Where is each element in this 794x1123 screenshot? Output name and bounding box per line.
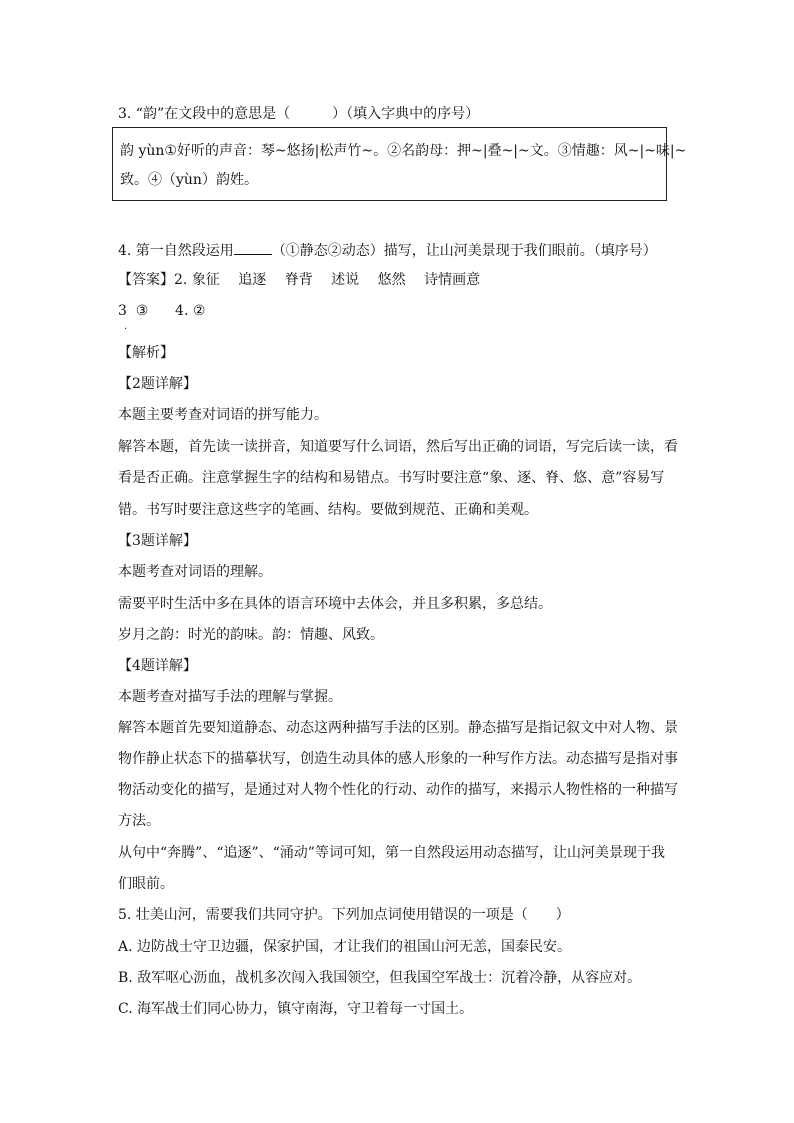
section-heading-4: 【4题详解】	[118, 658, 197, 674]
answer-dot: .	[124, 321, 128, 332]
answer-label: 【答案】2.	[118, 272, 192, 288]
question-3: 3. “韵”在文段中的意思是（ ）（填入字典中的序号）	[118, 106, 480, 122]
answer-word: 脊背	[284, 272, 313, 288]
analysis-text: 岁月之韵：时光的韵味。韵：情趣、风致。	[118, 627, 384, 643]
analysis-text: 方法。	[118, 813, 160, 829]
analysis-text: 本题主要考查对词语的拼写能力。	[118, 407, 328, 423]
answer-word: 诗情画意	[424, 272, 481, 288]
answer-word: 象征	[191, 272, 220, 288]
answer-blank	[234, 240, 272, 255]
analysis-text: 需要平时生活中多在具体的语言环境中去体会，并且多积累，多总结。	[118, 596, 552, 612]
question-4-prefix: 4. 第一自然段运用	[118, 243, 234, 259]
question-4-suffix: （①静态②动态）描写，让山河美景现于我们眼前。（填序号）	[271, 243, 657, 259]
analysis-text: 物活动变化的描写，是通过对人物个性化的行动、动作的描写，来揭示人物性格的一种描写	[118, 782, 678, 798]
analysis-text: 物作静止状态下的描摹状写，创造生动具体的感人形象的一种写作方法。动态描写是指对事	[118, 751, 678, 767]
question-4	[118, 240, 657, 261]
section-heading-2: 【2题详解】	[118, 376, 197, 392]
answer-line-2: 3 ③ 4. ②	[118, 303, 206, 319]
analysis-text: 看是否正确。注意掌握生字的结构和易错点。书写时要注意“象、逐、脊、悠、意”容易写	[118, 470, 665, 486]
analysis-text: 本题考查对词语的理解。	[118, 564, 272, 580]
answer-word: 追逐	[238, 272, 267, 288]
question-5-stem: 5. 壮美山河，需要我们共同守护。下列加点词使用错误的一项是（ ）	[118, 907, 570, 923]
analysis-label: 【解析】	[118, 345, 174, 361]
answer-word: 悠然	[377, 272, 406, 288]
analysis-text: 解答本题，首先读一读拼音，知道要写什么词语，然后写出正确的词语，写完后读一读，看	[118, 439, 678, 455]
dictionary-line-1: 韵 yùn①好听的声音：琴~悠扬|松声竹~。②名韵母：押~|叠~|~文。③情趣：风~|~味|~	[120, 143, 687, 159]
dictionary-line-2: 致。④（yùn）韵姓。	[120, 172, 258, 188]
section-heading-3: 【3题详解】	[118, 533, 197, 549]
analysis-text: 错。书写时要注意这些字的笔画、结构。要做到规范、正确和美观。	[118, 502, 538, 518]
option-b: B. 敌军呕心沥血，战机多次闯入我国领空，但我国空军战士：沉着冷静，从容应对。	[118, 970, 642, 986]
dictionary-entry-box	[112, 127, 687, 201]
option-c: C. 海军战士们同心协力，镇守南海，守卫着每一寸国土。	[118, 1001, 474, 1017]
analysis-text: 解答本题首先要知道静态、动态这两种描写手法的区别。静态描写是指记叙文中对人物、景	[118, 720, 678, 736]
answer-line-1	[118, 270, 494, 290]
answer-word: 述说	[331, 272, 360, 288]
analysis-text: 们眼前。	[118, 876, 174, 892]
option-a: A. 边防战士守卫边疆，保家护国，才让我们的祖国山河无恙，国泰民安。	[118, 939, 572, 955]
analysis-text: 从句中“奔腾”、“追逐”、“涌动”等词可知，第一自然段运用动态描写，让山河美景现于我	[118, 845, 665, 861]
analysis-text: 本题考查对描写手法的理解与掌握。	[118, 689, 342, 705]
